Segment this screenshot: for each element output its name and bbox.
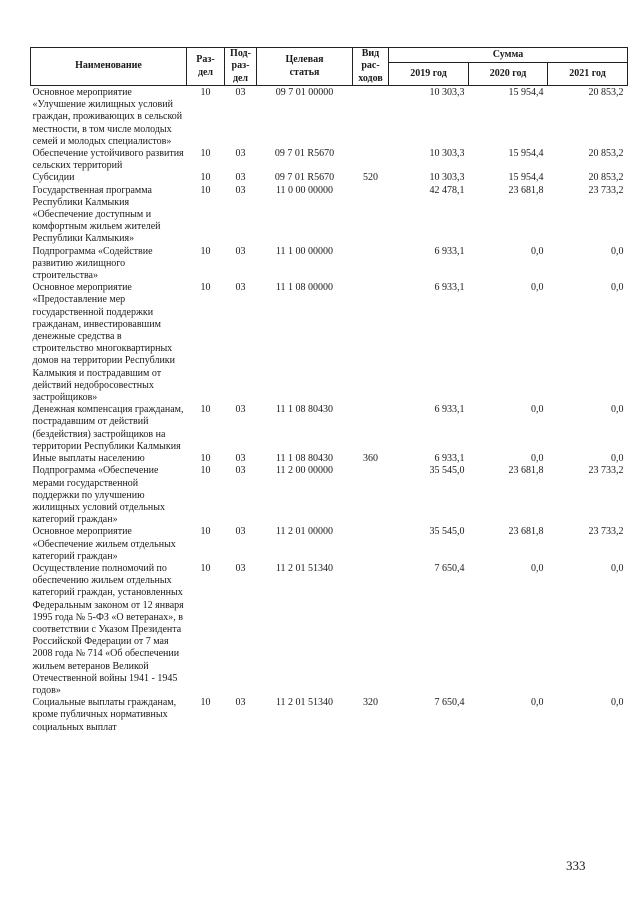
row-vid-cell	[353, 185, 389, 246]
row-vid-cell	[353, 404, 389, 453]
row-2020-cell: 0,0	[531, 282, 544, 294]
row-podrazdel-cell: 03	[235, 184, 246, 196]
row-2020-cell: 0,0	[531, 697, 544, 709]
row-vid-cell: 520	[363, 172, 378, 184]
table-row	[31, 172, 628, 184]
row-name-cell: Подпрограмма «Содействие развитию жилищного строительства»	[32, 245, 153, 282]
row-2021-cell: 0,0	[611, 245, 624, 257]
row-podrazdel-cell: 03	[235, 87, 246, 98]
row-2019-cell: 10 303,3	[429, 87, 465, 98]
row-podrazdel-cell: 03	[235, 404, 246, 416]
row-podrazdel-cell: 03	[235, 453, 246, 465]
row-razdel-cell: 10	[200, 453, 211, 465]
col-vid-header: Вид рас- ходов	[353, 48, 389, 86]
row-vid-cell	[353, 465, 389, 526]
row-2021-cell: 23 733,2	[588, 465, 624, 477]
row-2020-cell: 15 954,4	[508, 172, 544, 184]
row-vid-cell	[353, 148, 389, 172]
row-podrazdel-cell: 03	[235, 148, 246, 160]
row-2021-cell: 20 853,2	[588, 148, 624, 160]
row-2021-cell: 20 853,2	[588, 172, 624, 184]
row-razdel-cell: 10	[200, 697, 211, 709]
row-2021-cell: 0,0	[611, 697, 624, 709]
row-2020-cell: 0,0	[531, 404, 544, 416]
row-target-cell: 11 1 00 00000	[275, 245, 334, 257]
table-row	[31, 465, 628, 526]
row-vid-cell: 360	[363, 453, 378, 465]
row-name-cell: Иные выплаты населению	[32, 453, 145, 465]
row-razdel-cell: 10	[200, 245, 211, 257]
row-razdel-cell: 10	[200, 465, 211, 477]
col-summa-header: Сумма	[389, 48, 628, 63]
row-2020-cell: 23 681,8	[508, 526, 544, 538]
row-2020-cell: 0,0	[531, 245, 544, 257]
row-2021-cell: 23 733,2	[588, 184, 624, 196]
row-target-cell: 11 1 08 80430	[275, 404, 334, 416]
row-2019-cell: 7 650,4	[434, 697, 465, 709]
row-target-cell: 11 2 00 00000	[275, 465, 334, 477]
row-2020-cell: 15 954,4	[508, 148, 544, 160]
row-vid-cell: 320	[363, 697, 378, 709]
row-2019-cell: 42 478,1	[429, 184, 465, 196]
row-name-cell: Основное мероприятие «Улучшение жилищных условий граждан, проживающих в сельской местности, в том числе молодых семей и молодых специалистов»	[32, 87, 183, 147]
row-2020-cell: 23 681,8	[508, 184, 544, 196]
row-vid-cell	[353, 526, 389, 563]
row-name-cell: Социальные выплаты гражданам, кроме публичных нормативных социальных выплат	[32, 697, 177, 733]
row-razdel-cell: 10	[200, 562, 211, 574]
col-target-header: Целевая статья	[257, 48, 353, 86]
table-row	[31, 404, 628, 453]
row-2019-cell: 10 303,3	[429, 148, 465, 160]
row-2019-cell: 6 933,1	[434, 245, 465, 257]
row-podrazdel-cell: 03	[235, 282, 246, 294]
col-name-header: Наименование	[31, 48, 187, 86]
table-row	[31, 697, 628, 734]
row-razdel-cell: 10	[200, 404, 211, 416]
row-target-cell: 11 0 00 00000	[275, 184, 334, 196]
row-podrazdel-cell: 03	[235, 697, 246, 709]
row-razdel-cell: 10	[200, 148, 211, 160]
row-2020-cell: 23 681,8	[508, 465, 544, 477]
row-2019-cell: 6 933,1	[434, 453, 465, 465]
table-header	[31, 48, 628, 86]
row-name-cell: Основное мероприятие «Обеспечение жильем отдельных категорий граждан»	[32, 526, 176, 562]
page-number: 333	[566, 858, 586, 873]
table-row	[31, 453, 628, 465]
table-row	[31, 185, 628, 246]
row-2020-cell: 0,0	[531, 453, 544, 465]
row-razdel-cell: 10	[200, 282, 211, 294]
row-2021-cell: 0,0	[611, 404, 624, 416]
table-row	[31, 526, 628, 563]
budget-table	[30, 47, 628, 734]
row-target-cell: 11 2 01 51340	[275, 562, 334, 574]
row-name-cell: Государственная программа Республики Калмыкия «Обеспечение доступным и комфортным жильем жителей Республики Калмыкия»	[32, 184, 161, 245]
row-razdel-cell: 10	[200, 87, 211, 98]
row-razdel-cell: 10	[200, 172, 211, 184]
row-2019-cell: 7 650,4	[434, 562, 465, 574]
row-2021-cell: 20 853,2	[588, 87, 624, 98]
row-2019-cell: 35 545,0	[429, 526, 465, 538]
col-2021-header: 2021 год	[548, 63, 628, 86]
row-target-cell: 11 1 08 80430	[275, 453, 334, 465]
row-name-cell: Субсидии	[32, 172, 75, 184]
row-2020-cell: 0,0	[531, 562, 544, 574]
row-2019-cell: 35 545,0	[429, 465, 465, 477]
col-2019-header: 2019 год	[389, 63, 469, 86]
row-target-cell: 11 1 08 00000	[275, 282, 334, 294]
row-target-cell: 09 7 01 00000	[275, 87, 334, 98]
row-2021-cell: 23 733,2	[588, 526, 624, 538]
row-name-cell: Основное мероприятие «Предоставление мер государственной поддержки гражданам, инвестировавшим денежные средства в строительство многоквартирных домов на территории Республики Калмыкия и пострадавшим от действий недобросовестных застройщиков»	[32, 282, 176, 404]
row-2019-cell: 6 933,1	[434, 404, 465, 416]
row-razdel-cell: 10	[200, 526, 211, 538]
row-2021-cell: 0,0	[611, 453, 624, 465]
col-podrazdel-header: Под- раз- дел	[225, 48, 257, 86]
row-target-cell: 09 7 01 R5670	[274, 172, 335, 184]
table-body	[31, 86, 628, 734]
row-name-cell: Денежная компенсация гражданам, пострадавшим от действий (бездействия) застройщиков на территории Республики Калмыкия	[32, 404, 184, 452]
row-podrazdel-cell: 03	[235, 465, 246, 477]
row-name-cell: Подпрограмма «Обеспечение мерами государственной поддержки по улучшению жилищных условий отдельных категорий граждан»	[32, 465, 165, 526]
row-razdel-cell: 10	[200, 184, 211, 196]
row-vid-cell	[353, 563, 389, 697]
row-podrazdel-cell: 03	[235, 526, 246, 538]
table-row	[31, 148, 628, 172]
row-2021-cell: 0,0	[611, 562, 624, 574]
row-name-cell: Обеспечение устойчивого развития сельских территорий	[32, 148, 184, 172]
row-2021-cell: 0,0	[611, 282, 624, 294]
row-2019-cell: 10 303,3	[429, 172, 465, 184]
row-target-cell: 09 7 01 R5670	[274, 148, 335, 160]
row-2019-cell: 6 933,1	[434, 282, 465, 294]
row-vid-cell	[353, 86, 389, 149]
row-vid-cell	[353, 282, 389, 404]
row-target-cell: 11 2 01 51340	[275, 697, 334, 709]
row-vid-cell	[353, 246, 389, 283]
row-name-cell: Осуществление полномочий по обеспечению жильем отдельных категорий граждан, установленных Федеральным законом от 12 января 1995 года № 5-ФЗ «О ветеранах», в соответствии с Указом Президента Российской Федерации от 7 мая 2008 года № 714 «Об обеспечении жильем ветеранов Великой Отечественной войны 1941 - 1945 годов»	[32, 562, 184, 696]
table-row	[31, 563, 628, 697]
row-podrazdel-cell: 03	[235, 245, 246, 257]
table-row	[31, 246, 628, 283]
row-2020-cell: 15 954,4	[508, 87, 544, 98]
row-podrazdel-cell: 03	[235, 562, 246, 574]
row-target-cell: 11 2 01 00000	[275, 526, 334, 538]
col-2020-header: 2020 год	[469, 63, 548, 86]
table-row	[31, 282, 628, 404]
row-podrazdel-cell: 03	[235, 172, 246, 184]
table-row	[31, 86, 628, 149]
col-razdel-header: Раз- дел	[187, 48, 225, 86]
budget-table-container	[30, 47, 627, 734]
